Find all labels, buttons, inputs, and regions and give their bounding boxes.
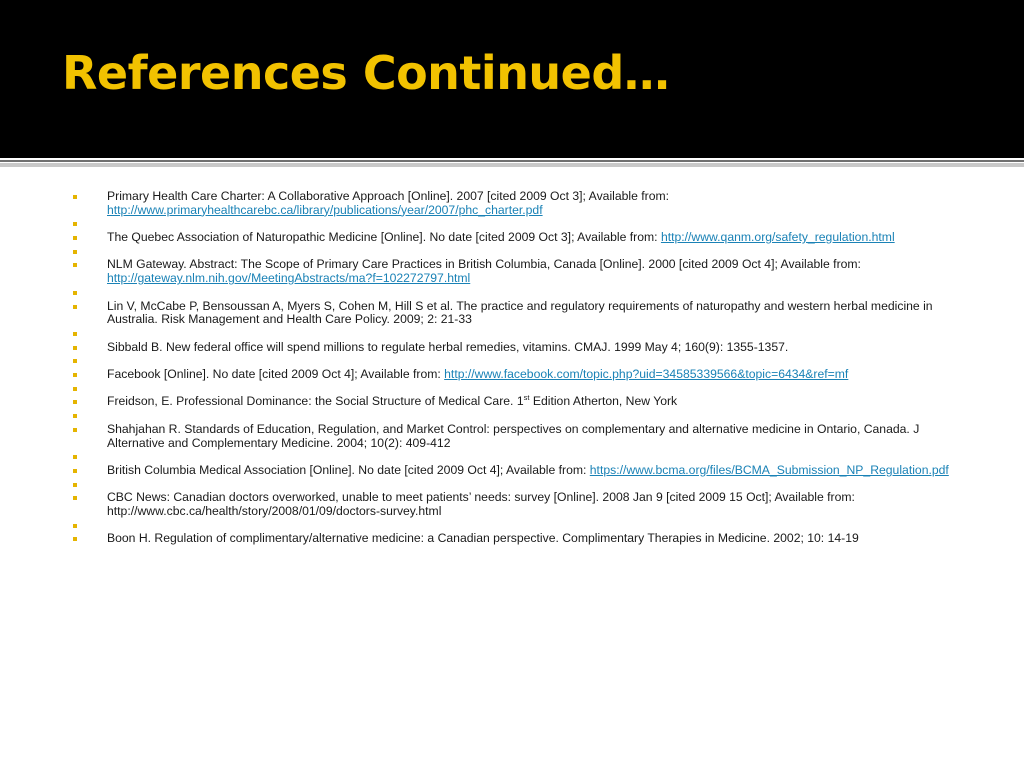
reference-item xyxy=(72,395,962,409)
reference-text: British Columbia Medical Association [Online]. No date [cited 2009 Oct 4]; Available from: xyxy=(107,462,590,477)
reference-item xyxy=(72,341,962,355)
reference-text: Lin V, McCabe P, Bensoussan A, Myers S, Cohen M, Hill S et al. The practice and regulatory requirements of naturopathy and western herbal medicine in Australia. Risk Management and Health Care Policy. 2009; 2: 21-33 xyxy=(107,298,933,327)
reference-item xyxy=(72,368,962,382)
slide-header xyxy=(0,0,1024,158)
reference-text: Primary Health Care Charter: A Collaborative Approach [Online]. 2007 [cited 2009 Oct 3]; Available from: xyxy=(107,189,670,203)
reference-link[interactable]: http://www.qanm.org/safety_regulation.html xyxy=(660,230,895,245)
reference-text-continued: Edition Atherton, New York xyxy=(529,394,678,409)
reference-item xyxy=(72,491,962,518)
reference-text: Boon H. Regulation of complimentary/alternative medicine: a Canadian perspective. Complimentary Therapies in Medicine. 2002; 10: 14-19 xyxy=(107,531,859,546)
reference-text: CBC News: Canadian doctors overworked, unable to meet patients’ needs: survey [Online]. 2008 Jan 9 [cited 2009 15 Oct]; Available from: http://www.cbc.ca/health/story/2008/01/09/doctors-survey.html xyxy=(107,490,855,519)
empty-bullet xyxy=(72,409,962,423)
reference-link[interactable]: https://www.bcma.org/files/BCMA_Submission_NP_Regulation.pdf xyxy=(589,462,949,477)
reference-text: Shahjahan R. Standards of Education, Regulation, and Market Control: perspectives on complementary and alternative medicine in Ontario, Canada. J Alternative and Complementary Medicine. 2004; 10(2): 409-412 xyxy=(107,421,920,450)
reference-text: Freidson, E. Professional Dominance: the Social Structure of Medical Care. 1 xyxy=(107,394,524,409)
empty-bullet xyxy=(72,478,962,492)
header-divider xyxy=(0,160,1024,162)
reference-item xyxy=(72,532,962,546)
reference-item xyxy=(72,300,962,327)
empty-bullet xyxy=(72,245,962,259)
reference-item xyxy=(72,423,962,450)
reference-text: Sibbald B. New federal office will spend millions to regulate herbal remedies, vitamins. CMAJ. 1999 May 4; 160(9): 1355-1357. xyxy=(107,339,789,354)
reference-item xyxy=(72,258,962,285)
reference-text: Facebook [Online]. No date [cited 2009 Oct 4]; Available from: xyxy=(107,367,445,382)
empty-bullet xyxy=(72,327,962,341)
slide-title: References Continued… xyxy=(62,46,670,100)
empty-bullet xyxy=(72,519,962,533)
reference-item xyxy=(72,464,962,478)
reference-text: The Quebec Association of Naturopathic Medicine [Online]. No date [cited 2009 Oct 3]; Available from: xyxy=(107,230,661,245)
reference-item xyxy=(72,231,962,245)
header-divider-shadow xyxy=(0,163,1024,167)
empty-bullet xyxy=(72,354,962,368)
empty-bullet xyxy=(72,286,962,300)
reference-list xyxy=(72,190,962,546)
empty-bullet xyxy=(72,450,962,464)
reference-link[interactable]: http://gateway.nlm.nih.gov/MeetingAbstracts/ma?f=102272797.html xyxy=(107,271,471,286)
reference-item xyxy=(72,190,962,217)
reference-link[interactable]: http://www.primaryhealthcarebc.ca/library/publications/year/2007/phc_charter.pdf xyxy=(107,202,543,217)
empty-bullet xyxy=(72,217,962,231)
reference-link[interactable]: http://www.facebook.com/topic.php?uid=34585339566&topic=6434&ref=mf xyxy=(444,367,849,382)
reference-text: NLM Gateway. Abstract: The Scope of Primary Care Practices in British Columbia, Canada [Online]. 2000 [cited 2009 Oct 4]; Available from: xyxy=(107,257,861,272)
reference-superscript: st xyxy=(523,393,530,403)
